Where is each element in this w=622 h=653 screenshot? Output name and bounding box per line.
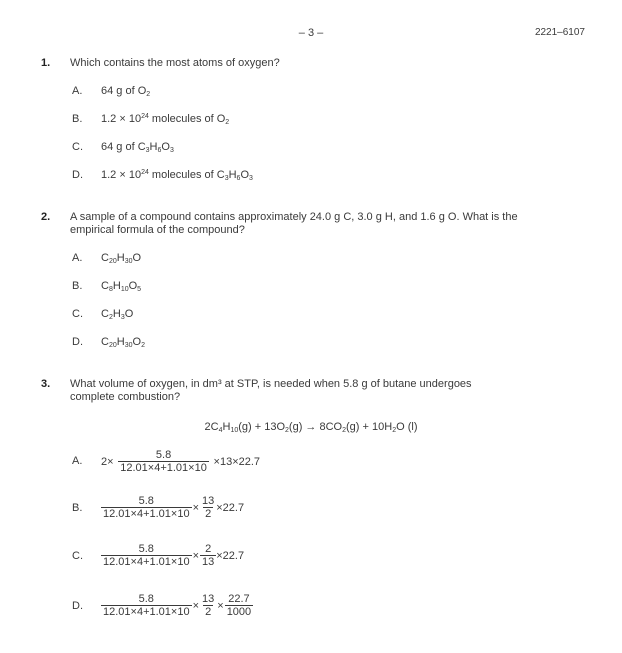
q1-option-b: $1.2 \times 10^{24}$ molecules of $O_2$	[101, 113, 230, 126]
main-fraction	[101, 593, 192, 618]
q2-option-a-letter: A.	[72, 252, 83, 264]
multiply-sign-2: ×	[217, 599, 224, 612]
q1-option-a-letter: A.	[72, 85, 83, 97]
q1-option-c-letter: C.	[72, 141, 83, 153]
q2-option-b: $C_8H_{10}O_5$	[101, 280, 142, 293]
main-fraction	[101, 543, 192, 568]
q1-option-d: $1.2 \times 10^{24}$ molecules of $C_3H_6O_3$	[101, 169, 253, 182]
multiply-sign: ×	[192, 549, 199, 562]
fraction-denominator: 12.01×4+1.01×10	[103, 606, 190, 618]
main-fraction	[114, 449, 214, 474]
q3-option-b-expression	[101, 495, 244, 520]
exam-code: 2221–6107	[534, 27, 585, 38]
volume-numerator: 22.7	[228, 593, 250, 605]
fraction-denominator: 12.01×4+1.01×10	[103, 508, 190, 520]
q1-option-a: 64 g of $O_2$	[101, 85, 151, 98]
q3-option-a-letter: A.	[72, 455, 83, 467]
lead-factor: 2×	[101, 455, 114, 468]
q1-option-d-letter: D.	[72, 169, 83, 181]
ratio-fraction	[200, 495, 216, 520]
fraction-denominator: 12.01×4+1.01×10	[120, 462, 207, 474]
trailing-factor: ×22.7	[216, 501, 245, 514]
ratio-denominator: 2	[205, 508, 212, 520]
q3-option-c-letter: C.	[72, 550, 83, 562]
question-3-number: 3.	[41, 378, 51, 390]
ratio-fraction	[200, 593, 216, 618]
multiply-sign: ×	[192, 501, 199, 514]
main-fraction	[101, 495, 192, 520]
ratio-numerator: 13	[202, 593, 215, 605]
ratio-fraction	[200, 543, 216, 568]
q3-option-d-expression	[101, 593, 253, 618]
trailing-factor: ×22.7	[216, 549, 245, 562]
trailing-factor: ×13×22.7	[213, 455, 261, 468]
fraction-numerator: 5.8	[155, 449, 172, 461]
question-2-number: 2.	[41, 211, 51, 223]
q3-option-c-expression	[101, 543, 244, 568]
q1-option-b-letter: B.	[72, 113, 83, 125]
ratio-numerator: 2	[205, 543, 212, 555]
q2-option-c: $C_2H_3O$	[101, 308, 134, 321]
question-1-number: 1.	[41, 57, 51, 69]
question-3-text: What volume of oxygen, in dm³ at STP, is needed when 5.8 g of butane undergoes complete combustion?	[70, 378, 472, 403]
ratio-numerator: 13	[202, 495, 215, 507]
ratio-denominator: 2	[205, 606, 212, 618]
q1-option-c: 64 g of $C_3H_6O_3$	[101, 141, 174, 154]
q3-option-d-letter: D.	[72, 600, 83, 612]
fraction-numerator: 5.8	[138, 495, 154, 507]
question-1-text: Which contains the most atoms of oxygen?	[70, 57, 280, 69]
volume-denominator: 1000	[226, 606, 252, 618]
q3-option-a-expression	[101, 449, 260, 474]
page-number: – 3 –	[298, 27, 324, 39]
q2-option-d: $C_{20}H_{30}O_2$	[101, 336, 145, 349]
q3-option-b-letter: B.	[72, 502, 83, 514]
fraction-numerator: 5.8	[138, 593, 154, 605]
combustion-equation: $2C_4H_{10}(g) + 13O_2(g) \to 8CO_2(g) + 10H_2O$ (l)	[204, 421, 418, 434]
q2-option-b-letter: B.	[72, 280, 83, 292]
q2-option-d-letter: D.	[72, 336, 83, 348]
ratio-denominator: 13	[202, 556, 215, 568]
multiply-sign: ×	[192, 599, 199, 612]
fraction-numerator: 5.8	[138, 543, 154, 555]
q2-option-a: $C_{20}H_{30}O$	[101, 252, 142, 265]
q2-option-c-letter: C.	[72, 308, 83, 320]
volume-fraction	[225, 593, 253, 618]
question-2-text: A sample of a compound contains approximately 24.0 g C, 3.0 g H, and 1.6 g O. What is the empirical formula of the compound?	[70, 211, 518, 236]
fraction-denominator: 12.01×4+1.01×10	[103, 556, 190, 568]
